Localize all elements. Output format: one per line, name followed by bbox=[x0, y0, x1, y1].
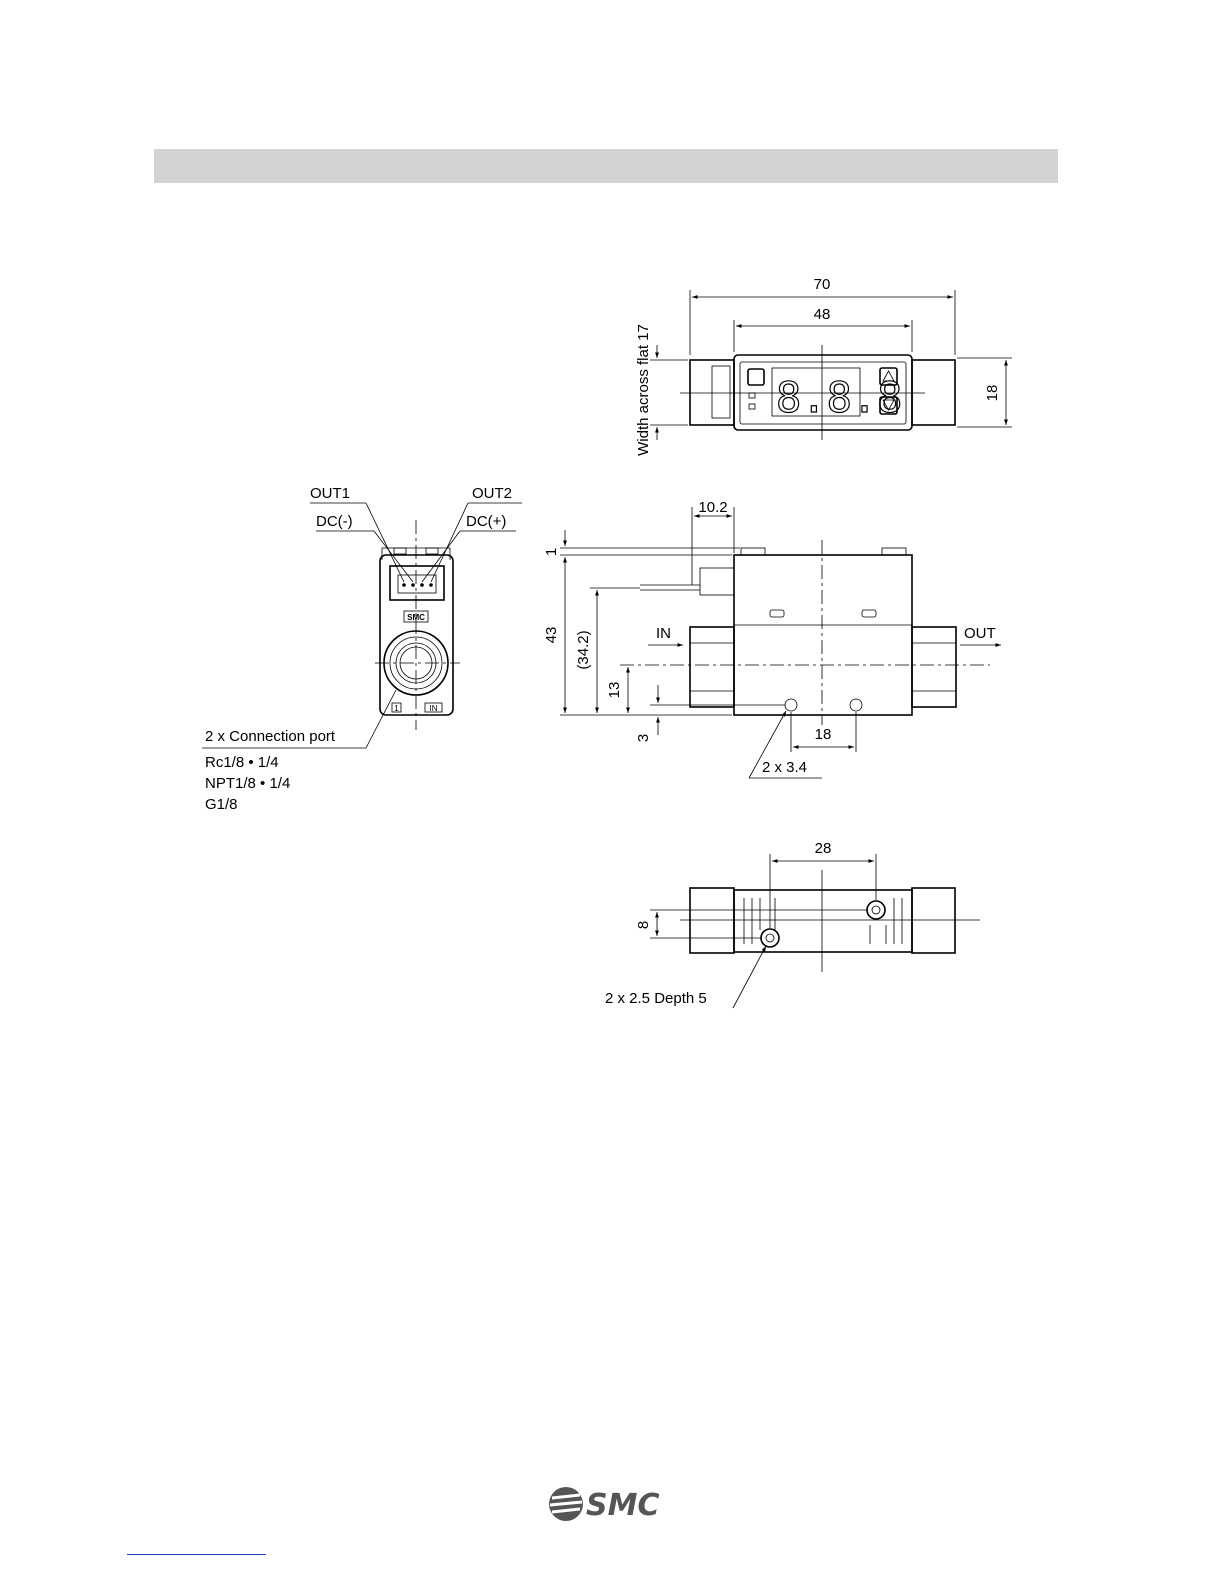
svg-text:IN: IN bbox=[429, 704, 438, 713]
connection-port-title: 2 x Connection port bbox=[205, 728, 336, 745]
cable-connector bbox=[700, 568, 734, 595]
tapped-hole bbox=[761, 929, 779, 947]
smc-logo-text: SMC bbox=[586, 1488, 660, 1523]
top-view bbox=[635, 276, 1012, 456]
dim-connector-height: (34.2) bbox=[575, 630, 592, 670]
connection-port-option: Rc1/8 • 1/4 bbox=[205, 754, 279, 771]
side-view-body bbox=[734, 555, 912, 715]
dim-total-height: 43 bbox=[543, 626, 560, 644]
smc-badge-text: SMC bbox=[407, 613, 425, 622]
end-view bbox=[202, 485, 522, 813]
connection-port-option: NPT1/8 • 1/4 bbox=[205, 775, 291, 792]
dim-height: 18 bbox=[984, 384, 1001, 402]
footer-link-underline[interactable] bbox=[127, 1554, 266, 1555]
smc-logo bbox=[546, 1484, 666, 1524]
label-out2: OUT2 bbox=[472, 485, 513, 502]
tapped-hole bbox=[867, 901, 885, 919]
dim-display-width: 48 bbox=[813, 306, 831, 323]
label-out1: OUT1 bbox=[310, 485, 351, 502]
label-dc-plus: DC(+) bbox=[466, 513, 507, 530]
dim-hole-pitch: 18 bbox=[814, 726, 832, 743]
bottom-view bbox=[605, 840, 980, 1008]
mount-hole bbox=[850, 699, 862, 711]
label-in: IN bbox=[656, 625, 671, 642]
label-dc-minus: DC(-) bbox=[316, 513, 353, 530]
smc-logo-mark bbox=[549, 1487, 583, 1521]
dim-hole-offset: 3 bbox=[635, 733, 652, 743]
mode-button bbox=[748, 369, 764, 385]
in-fitting bbox=[690, 627, 734, 707]
label-holes: 2 x 3.4 bbox=[762, 759, 808, 776]
dim-overall-length: 70 bbox=[813, 276, 831, 293]
end-view-body bbox=[380, 555, 453, 715]
dim-top-gap: 1 bbox=[543, 547, 560, 557]
svg-text:1: 1 bbox=[394, 704, 399, 713]
display-digits: 8.8.8 bbox=[776, 373, 903, 422]
label-out: OUT bbox=[964, 625, 996, 642]
label-tapped-holes: 2 x 2.5 Depth 5 bbox=[605, 990, 707, 1007]
mount-hole bbox=[785, 699, 797, 711]
dim-bottom-offset: 8 bbox=[635, 920, 652, 930]
dim-width-across-flat: Width across flat 17 bbox=[635, 324, 652, 456]
connection-port-option: G1/8 bbox=[205, 796, 238, 813]
side-view bbox=[543, 499, 1001, 778]
out-fitting bbox=[912, 627, 956, 707]
bottom-view-body bbox=[734, 890, 912, 952]
dim-port-center: 13 bbox=[606, 681, 623, 699]
dim-connector-offset: 10.2 bbox=[698, 499, 728, 516]
dim-bottom-hole-pitch: 28 bbox=[814, 840, 832, 857]
